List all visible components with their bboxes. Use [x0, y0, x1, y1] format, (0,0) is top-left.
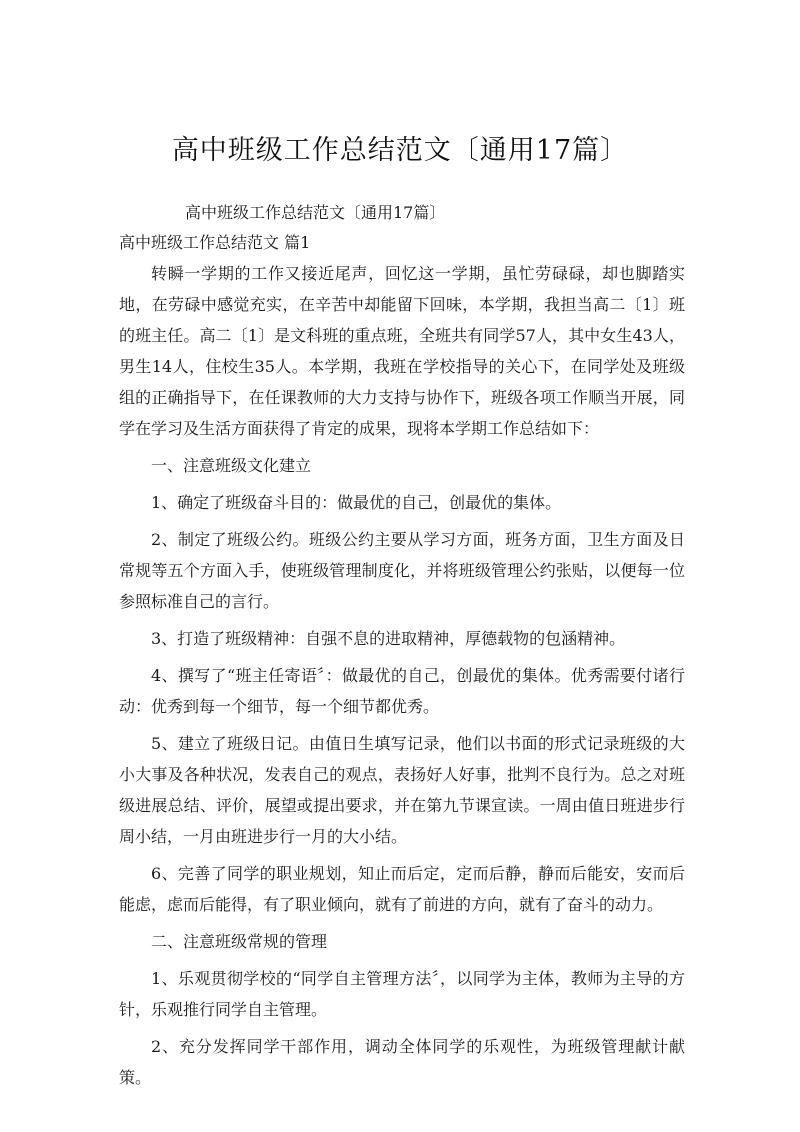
paragraph-intro: 转瞬一学期的工作又接近尾声，回忆这一学期，虽忙劳碌碌，却也脚踏实地，在劳碌中感觉充实，在辛苦中却能留下回味，本学期，我担当高二〔1〕班的班主任。高二〔1〕是文科班的重点班，全班共有同学57人，其中女生43人，男生14人，住校生35人。本学期，我班在学校指导的关心下，在同学处及班级组的正确指导下，在任课教师的大力支持与协作下，班级各项工作顺当开展，同学在学习及生活方面获得了肯定的成果，现将本学期工作总结如下：	[119, 264, 685, 438]
section-heading-culture: 一、注意班级文化建立	[151, 456, 312, 475]
paragraph-routine-2: 2、充分发挥同学干部作用，调动全体同学的乐观性，为班级管理献计献策。	[119, 1037, 685, 1087]
paragraph-item-1: 1、确定了班级奋斗目的：做最优的自己，创最优的集体。	[151, 493, 562, 512]
paragraph-item-6: 6、完善了同学的职业规划，知止而后定，定而后静，静而后能安，安而后能虑，虑而后能得，有了职业倾向，就有了前进的方向，就有了奋斗的动力。	[119, 864, 685, 914]
paragraph-item-5: 5、建立了班级日记。由值日生填写记录，他们以书面的形式记录班级的大小大事及各种状况，发表自己的观点，表扬好人好事，批判不良行为。总之对班级进展总结、评价，展望或提出要求，并在第九节课宣读。一周由值日班进步行周小结，一月由班进步行一月的大小结。	[119, 734, 685, 846]
paragraph-item-3: 3、打造了班级精神：自强不息的进取精神，厚德载物的包涵精神。	[151, 629, 626, 648]
document-body	[119, 258, 685, 1099]
chapter-heading: 高中班级工作总结范文 篇1	[119, 233, 311, 252]
document-title: 高中班级工作总结范文〔通用17篇〕	[171, 135, 629, 166]
document-subtitle: 高中班级工作总结范文〔通用17篇〕	[185, 203, 446, 222]
paragraph-item-2: 2、制定了班级公约。班级公约主要从学习方面，班务方面，卫生方面及日常规等五个方面入手，使班级管理制度化，并将班级管理公约张贴，以便每一位参照标准自己的言行。	[119, 530, 685, 611]
section-heading-routine: 二、注意班级常规的管理	[151, 932, 328, 951]
paragraph-routine-1: 1、乐观贯彻学校的“同学自主管理方法〞，以同学为主体，教师为主导的方针，乐观推行同学自主管理。	[119, 969, 685, 1019]
paragraph-item-4: 4、撰写了“班主任寄语〞：做最优的自己，创最优的集体。优秀需要付诸行动：优秀到每一个细节，每一个细节都优秀。	[119, 666, 685, 716]
